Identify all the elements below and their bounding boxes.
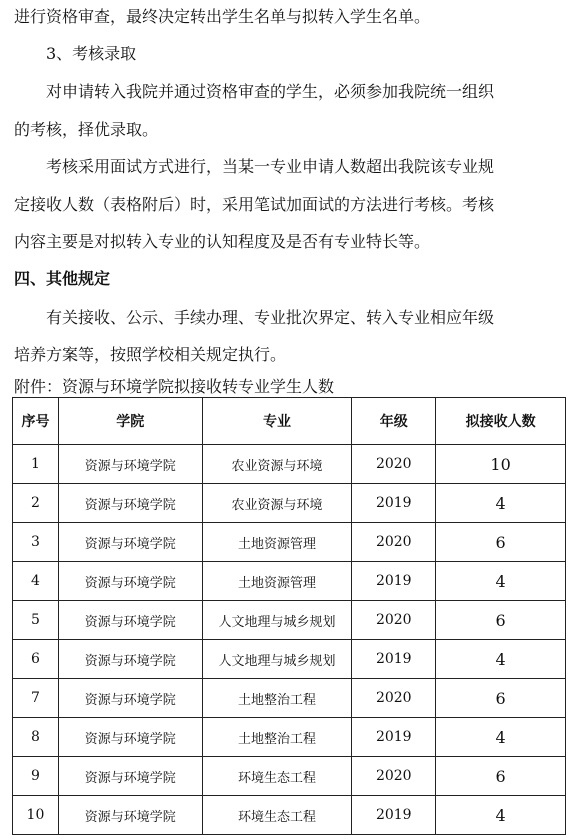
header-major: 专业 xyxy=(202,398,352,445)
cell-quota: 4 xyxy=(436,562,566,601)
quota-table xyxy=(12,397,566,835)
cell-index: 2 xyxy=(13,484,59,523)
cell-college: 资源与环境学院 xyxy=(58,679,202,718)
header-index: 序号 xyxy=(13,398,59,445)
cell-quota: 6 xyxy=(436,679,566,718)
paragraph-line: 进行资格审查，最终决定转出学生名单与拟转入学生名单。 xyxy=(14,7,431,26)
cell-index: 5 xyxy=(13,601,59,640)
cell-major: 人文地理与城乡规划 xyxy=(202,601,352,640)
cell-quota: 6 xyxy=(436,523,566,562)
cell-quota: 10 xyxy=(436,445,566,484)
paragraph-line: 考核采用面试方式进行，当某一专业申请人数超出我院该专业规 xyxy=(46,157,495,176)
paragraph-line: 的考核，择优录取。 xyxy=(14,120,159,139)
header-college: 学院 xyxy=(58,398,202,445)
section-3-title: 3、考核录取 xyxy=(46,44,137,63)
cell-college: 资源与环境学院 xyxy=(58,601,202,640)
table-row xyxy=(13,640,566,679)
table-row xyxy=(13,796,566,835)
cell-major: 农业资源与环境 xyxy=(202,445,352,484)
table-row xyxy=(13,679,566,718)
cell-grade: 2019 xyxy=(352,484,436,523)
cell-quota: 4 xyxy=(436,640,566,679)
table-header-row xyxy=(13,398,566,445)
cell-college: 资源与环境学院 xyxy=(58,484,202,523)
cell-college: 资源与环境学院 xyxy=(58,445,202,484)
paragraph-line: 内容主要是对拟转入专业的认知程度及是否有专业特长等。 xyxy=(14,232,431,251)
cell-major: 土地整治工程 xyxy=(202,718,352,757)
cell-index: 1 xyxy=(13,445,59,484)
cell-grade: 2019 xyxy=(352,640,436,679)
cell-grade: 2019 xyxy=(352,718,436,757)
paragraph-line: 有关接收、公示、手续办理、专业批次界定、转入专业相应年级 xyxy=(46,308,495,327)
cell-college: 资源与环境学院 xyxy=(58,718,202,757)
header-grade: 年级 xyxy=(352,398,436,445)
cell-grade: 2020 xyxy=(352,601,436,640)
cell-quota: 6 xyxy=(436,601,566,640)
cell-quota: 4 xyxy=(436,796,566,835)
table-row xyxy=(13,718,566,757)
cell-index: 3 xyxy=(13,523,59,562)
cell-index: 4 xyxy=(13,562,59,601)
table-row xyxy=(13,445,566,484)
cell-major: 人文地理与城乡规划 xyxy=(202,640,352,679)
cell-index: 10 xyxy=(13,796,59,835)
cell-major: 环境生态工程 xyxy=(202,796,352,835)
table-row xyxy=(13,484,566,523)
cell-grade: 2020 xyxy=(352,679,436,718)
cell-college: 资源与环境学院 xyxy=(58,523,202,562)
cell-grade: 2020 xyxy=(352,523,436,562)
paragraph-line: 培养方案等，按照学校相关规定执行。 xyxy=(14,345,287,364)
cell-grade: 2019 xyxy=(352,562,436,601)
cell-college: 资源与环境学院 xyxy=(58,757,202,796)
section-4-title: 四、其他规定 xyxy=(14,269,111,288)
cell-index: 7 xyxy=(13,679,59,718)
table-row xyxy=(13,601,566,640)
cell-college: 资源与环境学院 xyxy=(58,796,202,835)
paragraph-line: 定接收人数（表格附后）时，采用笔试加面试的方法进行考核。考核 xyxy=(14,195,495,214)
cell-college: 资源与环境学院 xyxy=(58,640,202,679)
cell-major: 土地整治工程 xyxy=(202,679,352,718)
cell-grade: 2020 xyxy=(352,445,436,484)
cell-quota: 4 xyxy=(436,718,566,757)
cell-quota: 6 xyxy=(436,757,566,796)
cell-grade: 2020 xyxy=(352,757,436,796)
cell-index: 8 xyxy=(13,718,59,757)
cell-quota: 4 xyxy=(436,484,566,523)
cell-major: 土地资源管理 xyxy=(202,562,352,601)
attachment-caption: 附件：资源与环境学院拟接收转专业学生人数 xyxy=(14,377,335,396)
table-row xyxy=(13,757,566,796)
cell-major: 土地资源管理 xyxy=(202,523,352,562)
cell-major: 农业资源与环境 xyxy=(202,484,352,523)
cell-grade: 2019 xyxy=(352,796,436,835)
cell-college: 资源与环境学院 xyxy=(58,562,202,601)
header-quota: 拟接收人数 xyxy=(436,398,566,445)
paragraph-line: 对申请转入我院并通过资格审查的学生，必须参加我院统一组织 xyxy=(46,82,495,101)
cell-index: 6 xyxy=(13,640,59,679)
table-row xyxy=(13,523,566,562)
cell-major: 环境生态工程 xyxy=(202,757,352,796)
table-row xyxy=(13,562,566,601)
cell-index: 9 xyxy=(13,757,59,796)
